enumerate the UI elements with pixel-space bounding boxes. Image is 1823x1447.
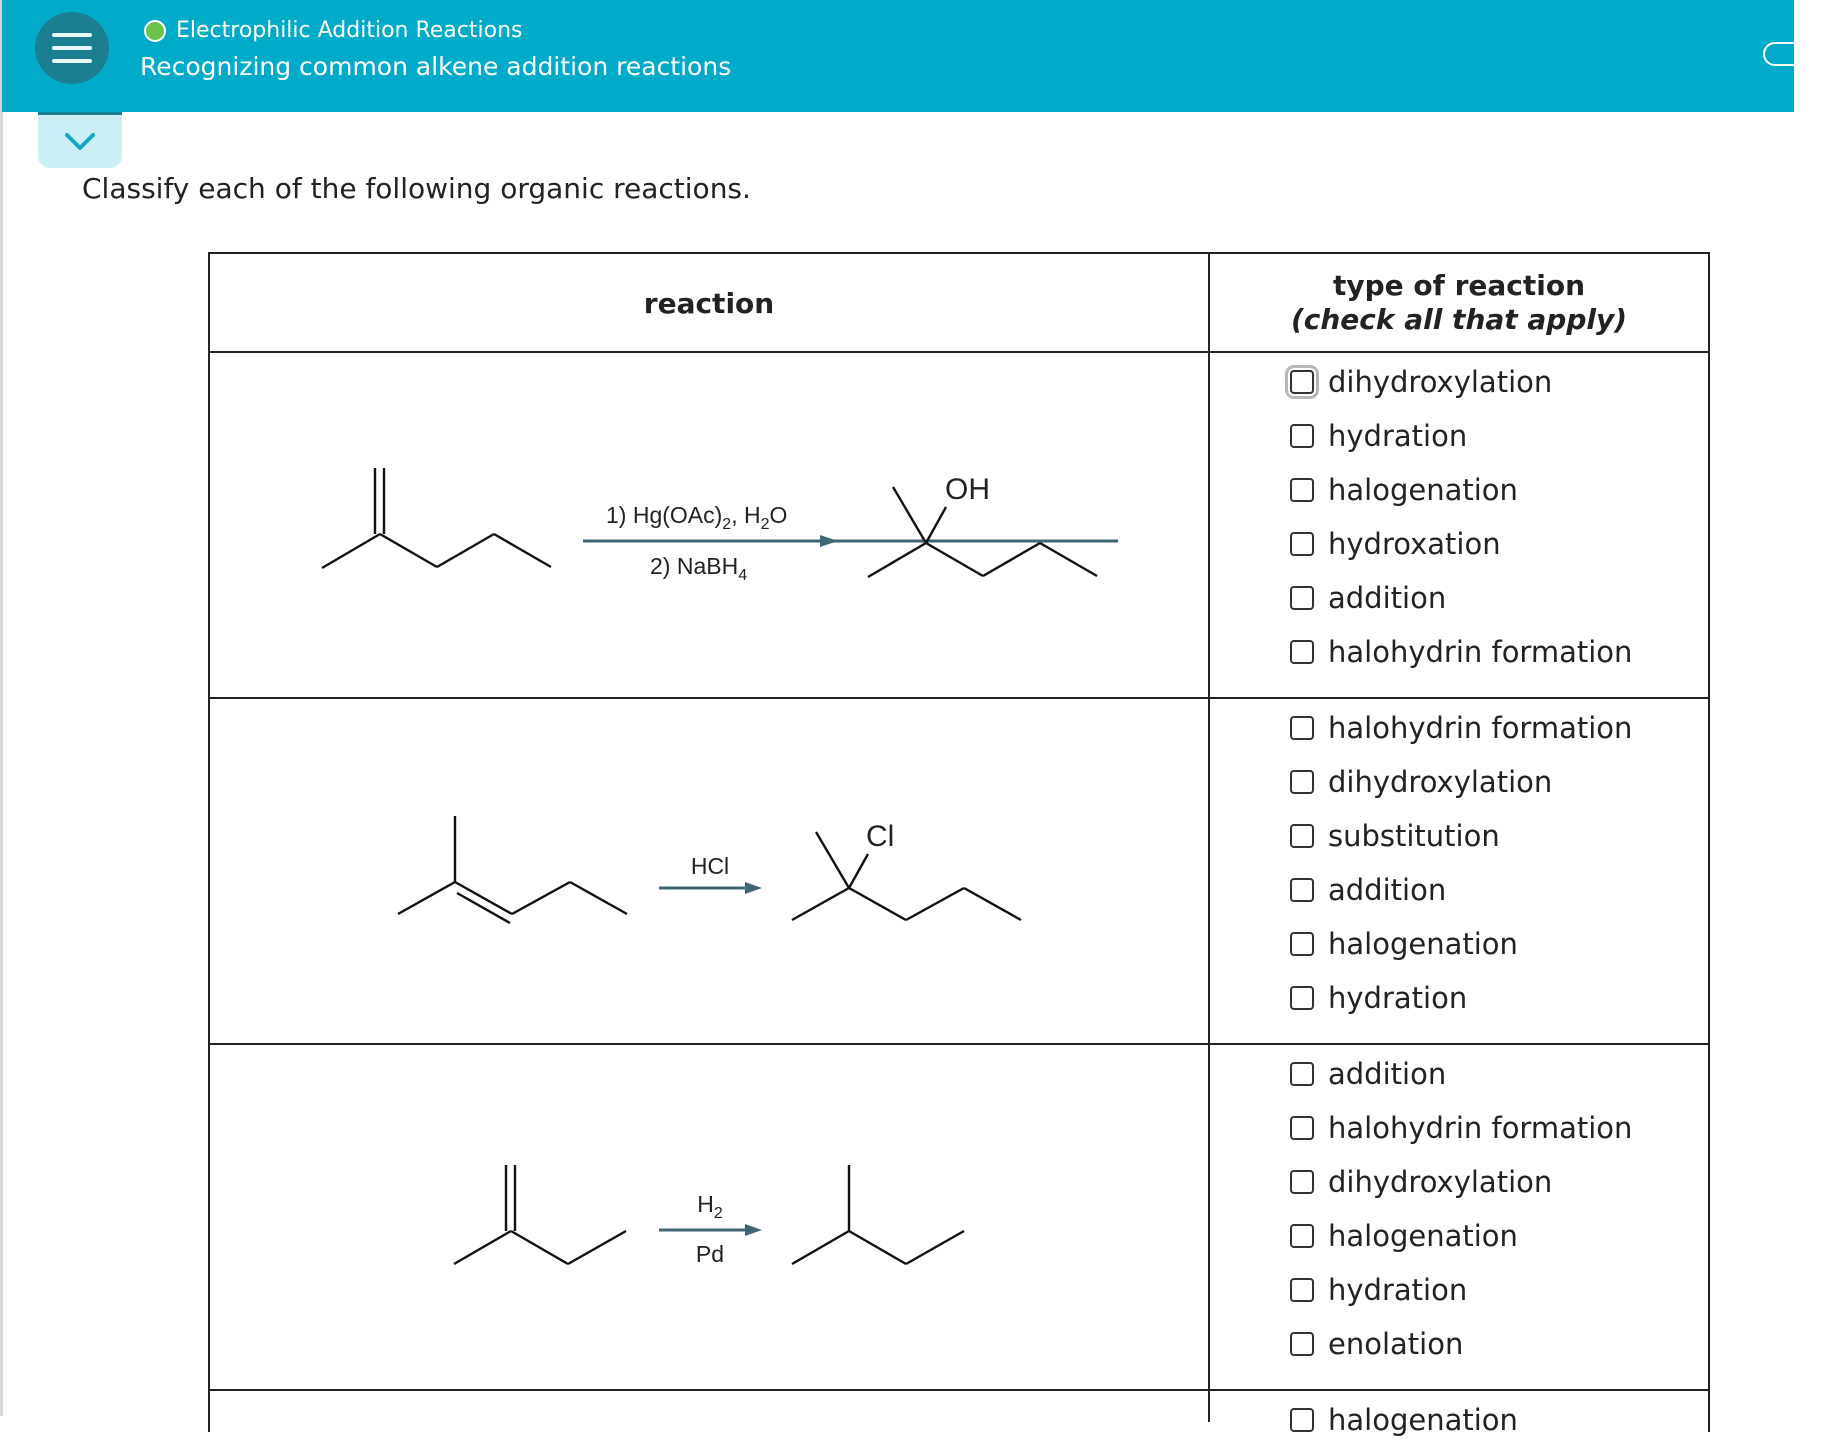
checkbox-icon[interactable] (1290, 370, 1314, 394)
option-label: dihydroxylation (1328, 365, 1553, 399)
option-checkbox[interactable] (1290, 863, 1632, 917)
option-checkbox[interactable] (1290, 1047, 1632, 1101)
reaction-3-reagent-top: $H_2$ (697, 1191, 723, 1222)
checkbox-icon[interactable] (1290, 932, 1314, 956)
checkbox-icon[interactable] (1290, 1408, 1314, 1432)
option-checkbox[interactable] (1290, 755, 1632, 809)
checkbox-icon[interactable] (1290, 478, 1314, 502)
product-1-structure (860, 465, 1100, 585)
chevron-down-icon (63, 131, 97, 153)
option-label: enolation (1328, 1327, 1464, 1361)
option-checkbox[interactable] (1290, 1101, 1632, 1155)
table-column-divider (1208, 252, 1210, 1422)
option-label: halogenation (1328, 1403, 1518, 1437)
checkbox-icon[interactable] (1290, 1278, 1314, 1302)
status-dot-icon (144, 20, 166, 42)
reactant-1-structure (322, 468, 551, 568)
product-2-cl-label: Cl (866, 820, 895, 853)
checkbox-icon[interactable] (1290, 424, 1314, 448)
checkbox-icon[interactable] (1290, 532, 1314, 556)
topic-row (144, 18, 522, 43)
product-2-structure (784, 812, 1024, 928)
reaction-1-options (1290, 355, 1632, 679)
option-checkbox[interactable] (1290, 1209, 1632, 1263)
option-checkbox[interactable] (1290, 463, 1632, 517)
option-label: hydration (1328, 419, 1468, 453)
topic-title: Electrophilic Addition Reactions (176, 18, 523, 43)
option-checkbox[interactable] (1290, 409, 1632, 463)
option-checkbox[interactable] (1290, 1317, 1632, 1371)
page-left-border (0, 0, 3, 1416)
column-header-type (1210, 254, 1708, 352)
table-row-divider (208, 1043, 1710, 1045)
reaction-3-options (1290, 1047, 1632, 1371)
column-header-type-line1: type of reaction (1332, 269, 1586, 302)
app-header (2, 0, 1794, 112)
option-checkbox[interactable] (1290, 701, 1632, 755)
reaction-3-conditions (655, 1186, 765, 1270)
option-checkbox[interactable] (1290, 1393, 1518, 1447)
option-checkbox[interactable] (1290, 971, 1632, 1025)
option-checkbox[interactable] (1290, 571, 1632, 625)
option-label: halogenation (1328, 473, 1518, 507)
reaction-2-options (1290, 701, 1632, 1025)
checkbox-icon[interactable] (1290, 640, 1314, 664)
checkbox-icon[interactable] (1290, 586, 1314, 610)
side-panel-tab[interactable] (1763, 42, 1823, 66)
option-label: dihydroxylation (1328, 1165, 1553, 1199)
reaction-2-conditions (655, 848, 765, 900)
option-label: halohydrin formation (1328, 635, 1633, 669)
checkbox-icon[interactable] (1290, 1062, 1314, 1086)
collapse-toggle[interactable] (38, 112, 122, 168)
checkbox-icon[interactable] (1290, 716, 1314, 740)
checkbox-icon[interactable] (1290, 1224, 1314, 1248)
option-label: addition (1328, 873, 1447, 907)
reaction-1-arrow-shaft (583, 534, 838, 548)
menu-icon-bar (52, 59, 92, 63)
table-row-divider (208, 697, 1710, 699)
reactant-2-structure (390, 810, 630, 920)
column-header-type-line2: (check all that apply) (1290, 303, 1628, 336)
checkbox-icon[interactable] (1290, 770, 1314, 794)
checkbox-icon[interactable] (1290, 878, 1314, 902)
option-checkbox[interactable] (1290, 809, 1632, 863)
checkbox-icon[interactable] (1290, 986, 1314, 1010)
option-checkbox[interactable] (1290, 625, 1632, 679)
product-1-oh-label: OH (945, 473, 990, 506)
lesson-title: Recognizing common alkene addition reactions (140, 52, 732, 81)
option-label: halohydrin formation (1328, 711, 1633, 745)
menu-icon-bar (52, 33, 92, 37)
reaction-2-reagent: HCl (690, 853, 730, 879)
option-label: halogenation (1328, 927, 1518, 961)
column-header-reaction: reaction (643, 286, 775, 320)
checkbox-icon[interactable] (1290, 824, 1314, 848)
option-checkbox[interactable] (1290, 1263, 1632, 1317)
option-label: hydration (1328, 1273, 1468, 1307)
option-label: hydration (1328, 981, 1468, 1015)
option-label: halohydrin formation (1328, 1111, 1633, 1145)
checkbox-icon[interactable] (1290, 1332, 1314, 1356)
menu-icon-bar (52, 46, 92, 50)
reaction-1-reagent-line1: 1) $Hg(OAc)_2$, $H_2O$ (606, 502, 788, 533)
reactant-3-structure (446, 1160, 636, 1270)
option-checkbox[interactable] (1290, 1155, 1632, 1209)
table-row-divider (208, 1389, 1710, 1391)
checkbox-icon[interactable] (1290, 1170, 1314, 1194)
option-label: addition (1328, 1057, 1447, 1091)
option-checkbox[interactable] (1290, 517, 1632, 571)
menu-button[interactable] (35, 12, 109, 84)
reaction-4-options (1290, 1393, 1518, 1447)
option-checkbox[interactable] (1290, 355, 1632, 409)
reaction-3-arrowhead (745, 1224, 762, 1236)
option-label: hydroxation (1328, 527, 1501, 561)
option-label: addition (1328, 581, 1447, 615)
option-checkbox[interactable] (1290, 917, 1632, 971)
checkbox-icon[interactable] (1290, 1116, 1314, 1140)
reaction-3-reagent-bottom: Pd (695, 1241, 725, 1267)
reaction-2-arrowhead (745, 882, 762, 894)
option-label: dihydroxylation (1328, 765, 1553, 799)
option-label: halogenation (1328, 1219, 1518, 1253)
question-prompt: Classify each of the following organic reactions. (82, 172, 751, 205)
option-label: substitution (1328, 819, 1500, 853)
product-3-structure (784, 1160, 974, 1270)
reaction-1-reagent-line2: 2) NaBH$_4$ (650, 553, 748, 584)
